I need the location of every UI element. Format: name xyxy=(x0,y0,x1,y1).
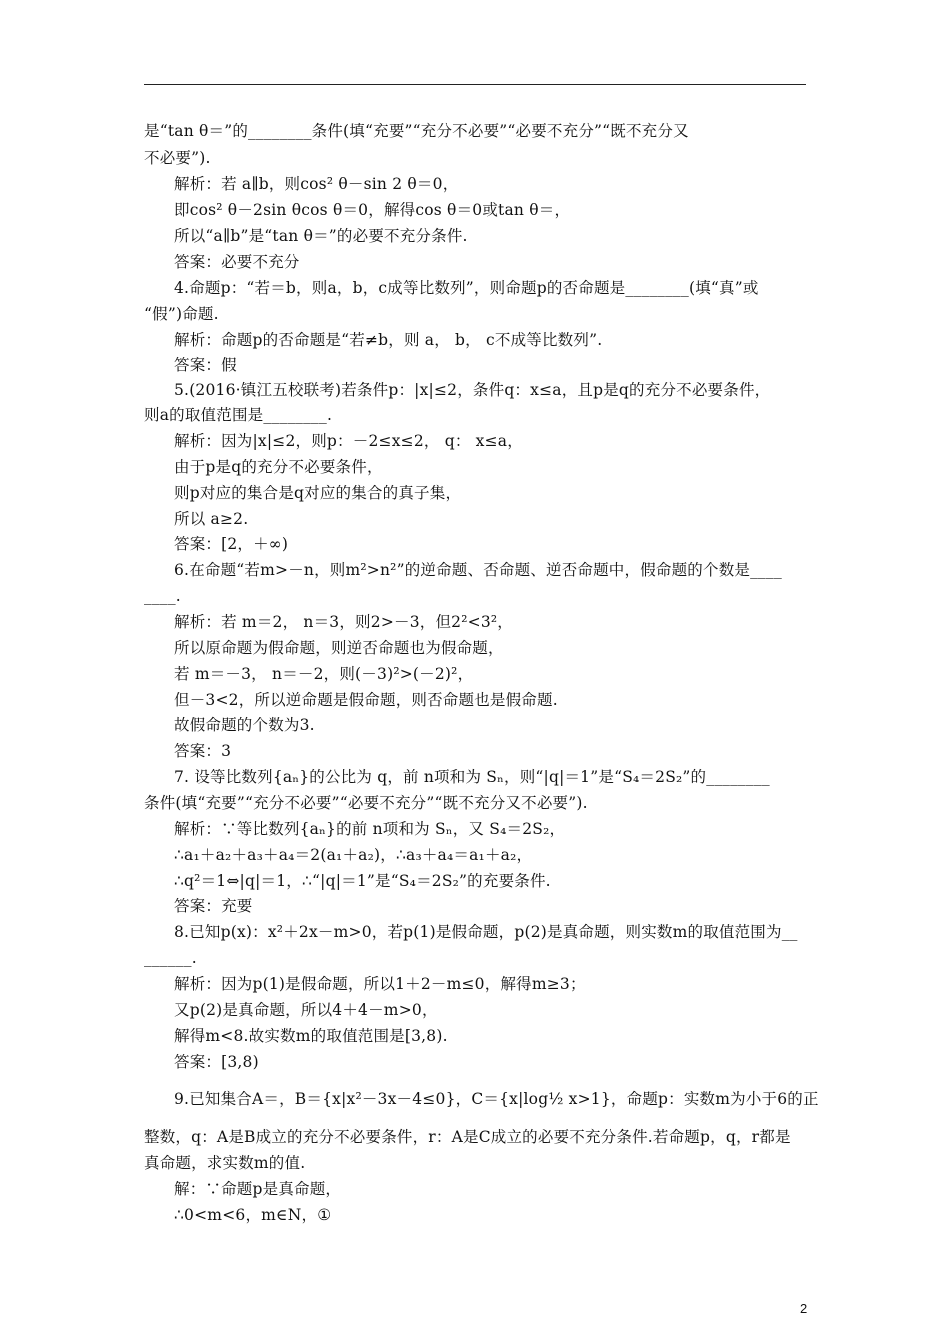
page-number: 2 xyxy=(800,1301,808,1316)
text-line: 解析：若 m＝2， n＝3，则2>－3，但2²<3²， xyxy=(174,613,514,631)
text-line: 5.(2016·镇江五校联考)若条件p：|x|≤2，条件q：x≤a，且p是q的充分不必要条件， xyxy=(174,381,771,399)
text-line: 解得m<8.故实数m的取值范围是[3,8). xyxy=(174,1027,448,1045)
text-line: 不必要”). xyxy=(144,149,211,167)
text-line: 即cos² θ－2sin θcos θ＝0，解得cos θ＝0或tan θ＝， xyxy=(174,201,571,219)
text-line: 条件(填“充要”“充分不必要”“必要不充分”“既不充分又不必要”). xyxy=(144,794,588,812)
text-line: 解析：若 a∥b，则cos² θ－sin 2 θ＝0， xyxy=(174,175,459,193)
text-line: ____. xyxy=(144,587,181,605)
text-line: 若 m＝－3， n＝－2，则(－3)²>(－2)²， xyxy=(174,665,474,683)
text-line: 9.已知集合A＝，B＝{x|x²－3x－4≤0}，C＝{x|log½ x>1}，命题p：实数m为小于6的正 xyxy=(174,1090,819,1108)
text-line: 8.已知p(x)：x²＋2x－m>0，若p(1)是假命题，p(2)是真命题，则实数m的取值范围为__ xyxy=(174,923,798,941)
text-line: 由于p是q的充分不必要条件， xyxy=(174,458,383,476)
text-line: 所以 a≥2. xyxy=(174,510,249,528)
text-line: 所以“a∥b”是“tan θ＝”的必要不充分条件. xyxy=(174,227,468,245)
text-line: 真命题，求实数m的值. xyxy=(144,1154,306,1172)
text-line: 6.在命题“若m>－n，则m²>n²”的逆命题、否命题、逆否命题中，假命题的个数是____ xyxy=(174,561,782,579)
text-line: 是“tan θ＝”的________条件(填“充要”“充分不必要”“必要不充分”“既不充分又 xyxy=(144,122,689,140)
text-line: 解析：∵等比数列{aₙ}的前 n项和为 Sₙ，又 S₄＝2S₂， xyxy=(174,820,566,838)
text-line: 答案：[3,8) xyxy=(174,1053,259,1071)
text-line: 答案：必要不充分 xyxy=(174,253,300,271)
text-line: ∴a₁＋a₂＋a₃＋a₄＝2(a₁＋a₂)，∴a₃＋a₄＝a₁＋a₂， xyxy=(174,846,533,864)
text-line: 7. 设等比数列{aₙ}的公比为 q，前 n项和为 Sₙ，则“|q|＝1”是“S₄＝2S₂”的________ xyxy=(174,768,770,786)
text-line: 解：∵命题p是真命题， xyxy=(174,1180,342,1198)
text-line: 整数，q：A是B成立的充分不必要条件，r：A是C成立的必要不充分条件.若命题p，q，r都是 xyxy=(144,1128,791,1146)
text-line: 则a的取值范围是________. xyxy=(144,406,333,424)
text-line: 解析：因为p(1)是假命题，所以1＋2－m≤0，解得m≥3； xyxy=(174,975,586,993)
text-line: ∴0<m<6，m∈N，① xyxy=(174,1206,332,1224)
text-line: 故假命题的个数为3. xyxy=(174,716,315,734)
text-line: ∴q²＝1⇔|q|＝1，∴“|q|＝1”是“S₄＝2S₂”的充要条件. xyxy=(174,872,551,890)
text-line: 则p对应的集合是q对应的集合的真子集， xyxy=(174,484,462,502)
text-line: 答案：[2，＋∞) xyxy=(174,535,289,553)
text-line: 答案：假 xyxy=(174,356,237,374)
text-line: 解析：因为|x|≤2，则p：－2≤x≤2， q： x≤a， xyxy=(174,432,523,450)
header-rule xyxy=(144,84,806,85)
text-line: 但－3<2，所以逆命题是假命题，则否命题也是假命题. xyxy=(174,691,558,709)
text-line: “假”)命题. xyxy=(144,305,219,323)
text-line: ______. xyxy=(144,949,197,967)
text-line: 答案：3 xyxy=(174,742,232,760)
text-line: 4.命题p：“若＝b，则a，b，c成等比数列”，则命题p的否命题是________(填“真”或 xyxy=(174,279,759,297)
text-line: 解析：命题p的否命题是“若≠b，则 a， b， c不成等比数列”. xyxy=(174,331,603,349)
text-line: 答案：充要 xyxy=(174,897,253,915)
text-line: 又p(2)是真命题，所以4＋4－m>0， xyxy=(174,1001,438,1019)
text-line: 所以原命题为假命题，则逆否命题也为假命题， xyxy=(174,639,504,657)
